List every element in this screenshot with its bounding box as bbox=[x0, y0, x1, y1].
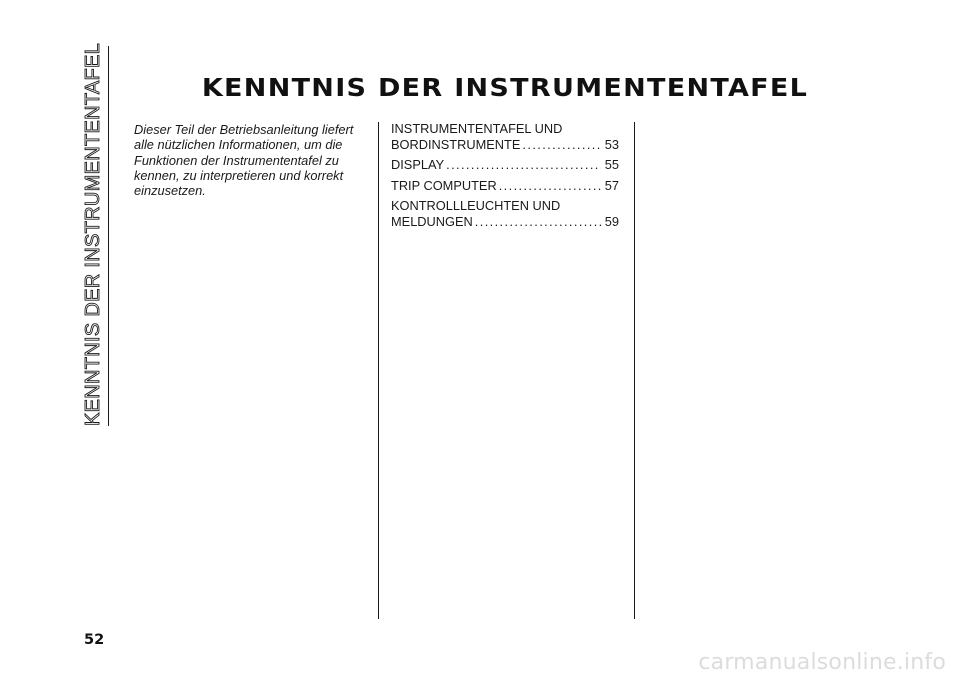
toc-entry-title-line1: INSTRUMENTENTAFEL UND bbox=[391, 121, 563, 136]
toc-entry-title: DISPLAY bbox=[391, 157, 445, 172]
table-of-contents bbox=[391, 121, 619, 234]
toc-entry-page: 59 bbox=[604, 213, 619, 229]
toc-entry-title-line1: KONTROLLLEUCHTEN UND bbox=[391, 198, 561, 213]
toc-entry-title: BORDINSTRUMENTE bbox=[391, 136, 521, 152]
toc-leader-dots bbox=[522, 137, 600, 153]
toc-entry-page: 53 bbox=[604, 136, 619, 152]
column-divider-left bbox=[378, 122, 379, 619]
toc-leader-dots bbox=[475, 214, 601, 230]
watermark: carmanualsonline.info bbox=[698, 650, 946, 675]
page-number: 52 bbox=[84, 632, 105, 648]
toc-entry[interactable] bbox=[391, 178, 619, 194]
side-divider bbox=[108, 46, 109, 426]
toc-entry[interactable] bbox=[391, 121, 619, 152]
toc-leader-dots bbox=[499, 178, 601, 194]
toc-leader-dots bbox=[446, 157, 601, 173]
intro-paragraph: Dieser Teil der Betriebsanleitung liefert alle nützlichen Informationen, um die Funktionen der Instrumententafel zu kennen, zu interpretieren und korrekt einzusetzen. bbox=[134, 122, 354, 199]
toc-entry-title: MELDUNGEN bbox=[391, 213, 473, 229]
column-divider-right bbox=[634, 122, 635, 619]
toc-entry[interactable] bbox=[391, 157, 619, 173]
side-section-title: KENNTNIS DER INSTRUMENTENTAFEL bbox=[82, 42, 104, 426]
toc-entry[interactable] bbox=[391, 198, 619, 229]
toc-entry-page: 55 bbox=[604, 157, 619, 172]
toc-entry-title: TRIP COMPUTER bbox=[391, 177, 497, 193]
toc-entry-page: 57 bbox=[604, 177, 619, 193]
page-title: KENNTNIS DER INSTRUMENTENTAFEL bbox=[201, 72, 809, 102]
